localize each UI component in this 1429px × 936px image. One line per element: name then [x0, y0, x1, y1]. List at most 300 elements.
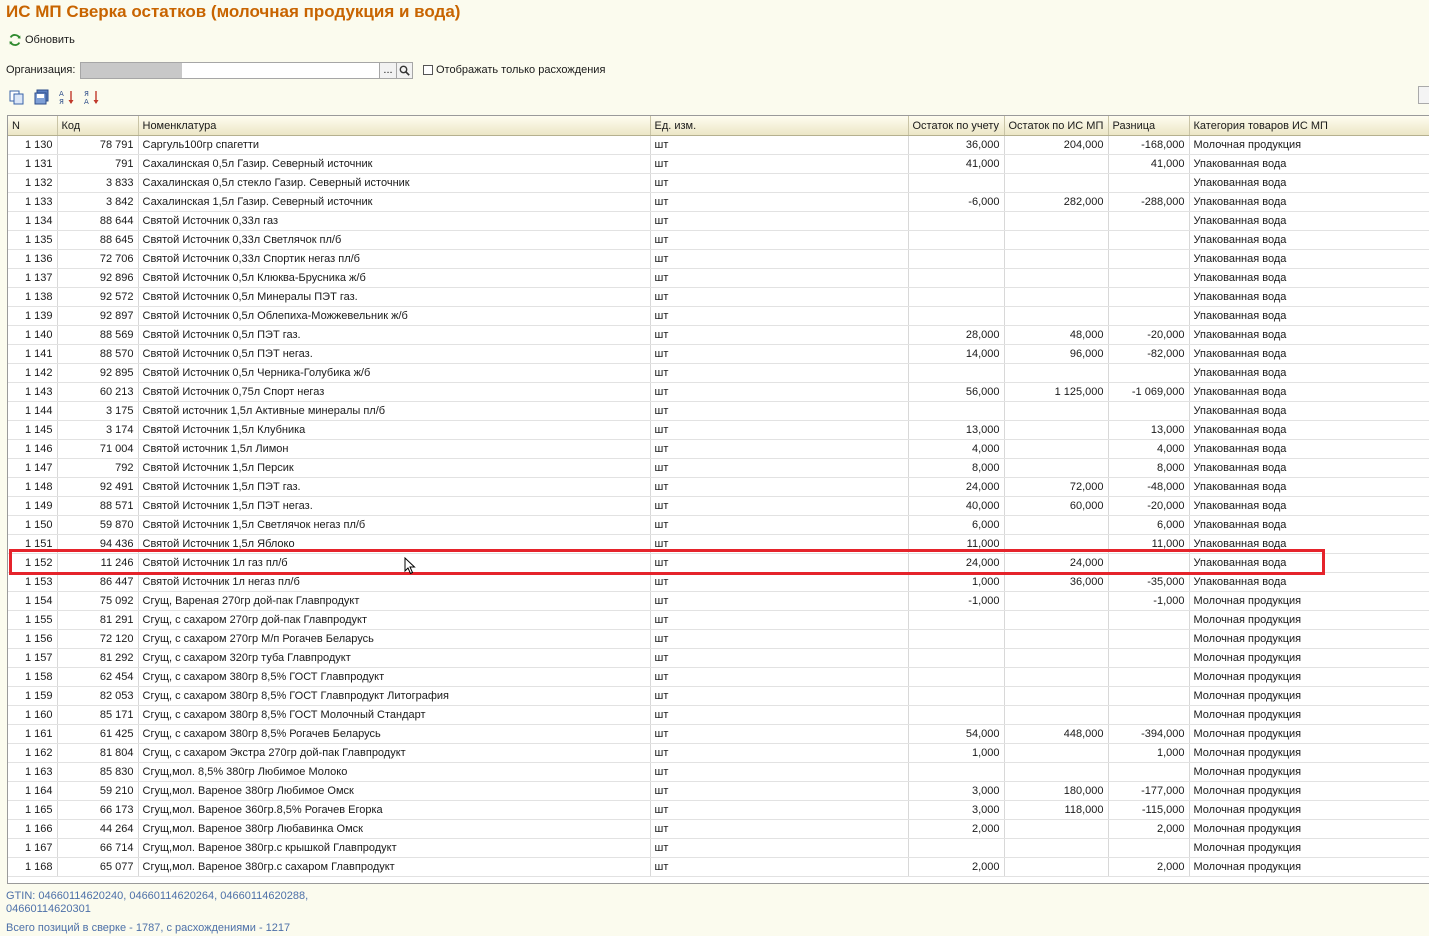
cell-ismp-balance: 72,000	[1004, 478, 1108, 497]
cell-difference: -394,000	[1108, 725, 1189, 744]
cell-code: 72 120	[57, 630, 138, 649]
cell-item: Сгущ, с сахаром Экстра 270гр дой-пак Главпродукт	[138, 744, 650, 763]
cell-category: Молочная продукция	[1189, 744, 1429, 763]
cell-code: 11 246	[57, 554, 138, 573]
table-row[interactable]	[8, 269, 1429, 288]
cell-item: Святой Источник 1л негаз пл/б	[138, 573, 650, 592]
cell-difference: 2,000	[1108, 820, 1189, 839]
cell-unit: шт	[650, 497, 908, 516]
table-row[interactable]	[8, 421, 1429, 440]
cell-n: 1 139	[8, 307, 57, 326]
cell-code: 81 804	[57, 744, 138, 763]
cell-code: 71 004	[57, 440, 138, 459]
cell-ismp-balance: 180,000	[1004, 782, 1108, 801]
cell-code: 88 645	[57, 231, 138, 250]
cell-item: Сгущ,мол. Вареное 380гр Любавинка Омск	[138, 820, 650, 839]
cell-difference	[1108, 174, 1189, 193]
cell-ismp-balance	[1004, 212, 1108, 231]
cell-unit: шт	[650, 307, 908, 326]
sort-ascending-button[interactable]	[58, 88, 75, 105]
table-row[interactable]	[8, 744, 1429, 763]
cell-unit: шт	[650, 478, 908, 497]
cell-difference: -115,000	[1108, 801, 1189, 820]
cell-item: Святой Источник 0,5л Облепиха-Можжевельник ж/б	[138, 307, 650, 326]
cell-code: 65 077	[57, 858, 138, 877]
table-row[interactable]	[8, 782, 1429, 801]
cell-n: 1 137	[8, 269, 57, 288]
cell-category: Молочная продукция	[1189, 630, 1429, 649]
column-header-category[interactable]: Категория товаров ИС МП	[1189, 116, 1429, 136]
cell-item: Сгущ,мол. Вареное 360гр.8,5% Рогачев Егорка	[138, 801, 650, 820]
cell-unit: шт	[650, 193, 908, 212]
cell-unit: шт	[650, 744, 908, 763]
cell-difference: 13,000	[1108, 421, 1189, 440]
cell-n: 1 159	[8, 687, 57, 706]
only-diff-label: Отображать только расхождения	[436, 64, 606, 76]
cell-accounting-balance	[908, 839, 1004, 858]
table-header-row	[8, 116, 1429, 136]
cell-unit: шт	[650, 763, 908, 782]
save-icon	[34, 89, 50, 105]
table-row[interactable]	[8, 858, 1429, 877]
cell-n: 1 141	[8, 345, 57, 364]
cell-ismp-balance: 1 125,000	[1004, 383, 1108, 402]
organization-choose-button[interactable]: ...	[380, 62, 397, 79]
cell-category: Молочная продукция	[1189, 687, 1429, 706]
cell-accounting-balance: 24,000	[908, 554, 1004, 573]
cell-item: Святой Источник 1,5л Персик	[138, 459, 650, 478]
table-row[interactable]	[8, 649, 1429, 668]
cell-unit: шт	[650, 402, 908, 421]
cell-item: Сахалинская 0,5л Газир. Северный источник	[138, 155, 650, 174]
cell-code: 85 171	[57, 706, 138, 725]
cell-unit: шт	[650, 801, 908, 820]
cell-ismp-balance: 24,000	[1004, 554, 1108, 573]
cell-item: Святой Источник 1,5л Светлячок негаз пл/б	[138, 516, 650, 535]
cell-unit: шт	[650, 459, 908, 478]
cell-difference: 6,000	[1108, 516, 1189, 535]
cell-difference: -20,000	[1108, 497, 1189, 516]
cell-ismp-balance	[1004, 288, 1108, 307]
cell-accounting-balance: 11,000	[908, 535, 1004, 554]
cell-code: 92 572	[57, 288, 138, 307]
cell-code: 92 896	[57, 269, 138, 288]
organization-search-button[interactable]	[397, 62, 413, 79]
cell-item: Святой Источник 0,33л газ	[138, 212, 650, 231]
cell-accounting-balance: -1,000	[908, 592, 1004, 611]
cell-accounting-balance: 24,000	[908, 478, 1004, 497]
cell-item: Сгущ,мол. Вареное 380гр.с сахаром Главпродукт	[138, 858, 650, 877]
cell-unit: шт	[650, 269, 908, 288]
cell-n: 1 147	[8, 459, 57, 478]
cell-item: Сахалинская 0,5л стекло Газир. Северный источник	[138, 174, 650, 193]
cell-ismp-balance	[1004, 706, 1108, 725]
cell-item: Сгущ, с сахаром 380гр 8,5% ГОСТ Главпродукт Литография	[138, 687, 650, 706]
cell-unit: шт	[650, 421, 908, 440]
cell-item: Сгущ, с сахаром 270гр дой-пак Главпродукт	[138, 611, 650, 630]
cell-category: Упакованная вода	[1189, 573, 1429, 592]
cell-ismp-balance: 36,000	[1004, 573, 1108, 592]
table-row[interactable]	[8, 212, 1429, 231]
cell-n: 1 168	[8, 858, 57, 877]
cell-n: 1 155	[8, 611, 57, 630]
cell-ismp-balance	[1004, 174, 1108, 193]
cell-unit: шт	[650, 136, 908, 155]
table-row[interactable]	[8, 725, 1429, 744]
cell-category: Молочная продукция	[1189, 820, 1429, 839]
sort-ascending-icon	[59, 89, 75, 105]
cell-accounting-balance	[908, 250, 1004, 269]
cell-difference: -20,000	[1108, 326, 1189, 345]
cell-n: 1 163	[8, 763, 57, 782]
cell-accounting-balance: 6,000	[908, 516, 1004, 535]
cell-accounting-balance: 36,000	[908, 136, 1004, 155]
page-title: ИС МП Сверка остатков (молочная продукция и вода)	[6, 2, 461, 21]
cell-difference: 2,000	[1108, 858, 1189, 877]
cell-ismp-balance	[1004, 421, 1108, 440]
table-row[interactable]	[8, 763, 1429, 782]
table-row[interactable]	[8, 687, 1429, 706]
cell-category: Молочная продукция	[1189, 136, 1429, 155]
cell-difference: -1,000	[1108, 592, 1189, 611]
cell-n: 1 145	[8, 421, 57, 440]
search-icon	[399, 65, 410, 76]
cell-ismp-balance	[1004, 592, 1108, 611]
cell-code: 3 842	[57, 193, 138, 212]
cell-ismp-balance: 96,000	[1004, 345, 1108, 364]
table-row[interactable]	[8, 383, 1429, 402]
table-row[interactable]	[8, 592, 1429, 611]
column-header-unit[interactable]: Ед. изм.	[650, 116, 908, 136]
cell-difference	[1108, 307, 1189, 326]
copy-button[interactable]	[8, 88, 25, 105]
table-row[interactable]	[8, 440, 1429, 459]
cell-unit: шт	[650, 706, 908, 725]
cell-accounting-balance: 2,000	[908, 820, 1004, 839]
table-row[interactable]	[8, 516, 1429, 535]
cell-n: 1 157	[8, 649, 57, 668]
cell-item: Сгущ, Вареная 270гр дой-пак Главпродукт	[138, 592, 650, 611]
cell-accounting-balance: 40,000	[908, 497, 1004, 516]
cell-accounting-balance	[908, 288, 1004, 307]
cell-code: 44 264	[57, 820, 138, 839]
cell-code: 88 570	[57, 345, 138, 364]
cell-unit: шт	[650, 820, 908, 839]
cell-difference	[1108, 687, 1189, 706]
cell-difference	[1108, 250, 1189, 269]
cell-category: Молочная продукция	[1189, 858, 1429, 877]
table-row[interactable]	[8, 345, 1429, 364]
cell-n: 1 150	[8, 516, 57, 535]
cell-unit: шт	[650, 725, 908, 744]
cell-category: Упакованная вода	[1189, 269, 1429, 288]
cell-category: Молочная продукция	[1189, 782, 1429, 801]
cell-category: Упакованная вода	[1189, 364, 1429, 383]
cell-difference: 4,000	[1108, 440, 1189, 459]
cell-n: 1 133	[8, 193, 57, 212]
cell-difference	[1108, 763, 1189, 782]
cell-unit: шт	[650, 858, 908, 877]
column-header-accounting-balance[interactable]: Остаток по учету	[908, 116, 1004, 136]
cell-ismp-balance: 204,000	[1004, 136, 1108, 155]
cell-n: 1 138	[8, 288, 57, 307]
cell-item: Святой Источник 0,5л Минералы ПЭТ газ.	[138, 288, 650, 307]
column-header-item[interactable]: Номенклатура	[138, 116, 650, 136]
table-row[interactable]	[8, 364, 1429, 383]
refresh-label: Обновить	[25, 34, 75, 46]
column-header-ismp-balance[interactable]: Остаток по ИС МП	[1004, 116, 1108, 136]
cell-category: Упакованная вода	[1189, 288, 1429, 307]
table-row[interactable]	[8, 136, 1429, 155]
cell-n: 1 158	[8, 668, 57, 687]
table-row[interactable]	[8, 402, 1429, 421]
cell-ismp-balance	[1004, 744, 1108, 763]
table-row[interactable]	[8, 497, 1429, 516]
column-header-difference[interactable]: Разница	[1108, 116, 1189, 136]
cell-accounting-balance: 13,000	[908, 421, 1004, 440]
cell-ismp-balance	[1004, 250, 1108, 269]
cell-code: 92 895	[57, 364, 138, 383]
cell-ismp-balance	[1004, 820, 1108, 839]
cell-item: Святой Источник 1,5л ПЭТ негаз.	[138, 497, 650, 516]
cell-difference	[1108, 212, 1189, 231]
cell-difference: 11,000	[1108, 535, 1189, 554]
table-row[interactable]	[8, 288, 1429, 307]
table-row[interactable]	[8, 630, 1429, 649]
table-row[interactable]	[8, 193, 1429, 212]
cell-accounting-balance: 56,000	[908, 383, 1004, 402]
cell-unit: шт	[650, 649, 908, 668]
cell-n: 1 134	[8, 212, 57, 231]
cell-accounting-balance	[908, 649, 1004, 668]
cell-ismp-balance	[1004, 535, 1108, 554]
cell-category: Упакованная вода	[1189, 307, 1429, 326]
cell-code: 92 491	[57, 478, 138, 497]
cell-ismp-balance	[1004, 269, 1108, 288]
cell-category: Молочная продукция	[1189, 649, 1429, 668]
cell-accounting-balance: 1,000	[908, 744, 1004, 763]
cell-accounting-balance	[908, 174, 1004, 193]
sort-descending-icon	[84, 89, 100, 105]
svg-text:Я: Я	[83, 89, 89, 98]
table-row[interactable]	[8, 155, 1429, 174]
cell-difference	[1108, 630, 1189, 649]
cell-category: Молочная продукция	[1189, 801, 1429, 820]
cell-n: 1 162	[8, 744, 57, 763]
table-row[interactable]	[8, 573, 1429, 592]
cell-n: 1 149	[8, 497, 57, 516]
refresh-button[interactable]	[8, 32, 75, 48]
cell-difference: 8,000	[1108, 459, 1189, 478]
cell-unit: шт	[650, 174, 908, 193]
cell-ismp-balance	[1004, 307, 1108, 326]
collapsed-panel-button[interactable]	[1418, 86, 1429, 104]
cell-ismp-balance	[1004, 611, 1108, 630]
cell-item: Сгущ,мол. Вареное 380гр Любимое Омск	[138, 782, 650, 801]
sort-descending-button[interactable]	[83, 88, 100, 105]
table-row[interactable]	[8, 668, 1429, 687]
cell-unit: шт	[650, 592, 908, 611]
organization-input[interactable]	[80, 62, 380, 79]
cell-difference	[1108, 706, 1189, 725]
table-row[interactable]	[8, 250, 1429, 269]
svg-text:Я: Я	[58, 97, 64, 105]
organization-value-redacted	[81, 63, 182, 78]
cell-code: 81 291	[57, 611, 138, 630]
cell-category: Упакованная вода	[1189, 174, 1429, 193]
cell-n: 1 130	[8, 136, 57, 155]
cell-item: Сгущ, с сахаром 380гр 8,5% ГОСТ Главпродукт	[138, 668, 650, 687]
cell-accounting-balance	[908, 402, 1004, 421]
cell-n: 1 152	[8, 554, 57, 573]
cell-code: 75 092	[57, 592, 138, 611]
cell-item: Святой Источник 0,33л Спортик негаз пл/б	[138, 250, 650, 269]
table-row[interactable]	[8, 611, 1429, 630]
cell-difference: -177,000	[1108, 782, 1189, 801]
cell-accounting-balance: 54,000	[908, 725, 1004, 744]
cell-ismp-balance	[1004, 231, 1108, 250]
cell-category: Упакованная вода	[1189, 193, 1429, 212]
cell-difference: -168,000	[1108, 136, 1189, 155]
cell-item: Святой Источник 0,33л Светлячок пл/б	[138, 231, 650, 250]
table-row[interactable]	[8, 554, 1429, 573]
cell-code: 59 870	[57, 516, 138, 535]
cell-n: 1 135	[8, 231, 57, 250]
cell-ismp-balance: 448,000	[1004, 725, 1108, 744]
cell-n: 1 165	[8, 801, 57, 820]
table-row[interactable]	[8, 706, 1429, 725]
cell-unit: шт	[650, 573, 908, 592]
cell-category: Упакованная вода	[1189, 440, 1429, 459]
cell-category: Упакованная вода	[1189, 231, 1429, 250]
cell-item: Святой Источник 0,5л ПЭТ негаз.	[138, 345, 650, 364]
cell-item: Святой Источник 1л газ пл/б	[138, 554, 650, 573]
cell-category: Упакованная вода	[1189, 497, 1429, 516]
cell-item: Сгущ, с сахаром 320гр туба Главпродукт	[138, 649, 650, 668]
cell-code: 61 425	[57, 725, 138, 744]
cell-n: 1 131	[8, 155, 57, 174]
cell-ismp-balance	[1004, 668, 1108, 687]
cell-code: 66 714	[57, 839, 138, 858]
cell-item: Святой Источник 0,5л Клюква-Брусника ж/б	[138, 269, 650, 288]
column-header-code[interactable]: Код	[57, 116, 138, 136]
reconciliation-table	[7, 115, 1429, 884]
table-row[interactable]	[8, 307, 1429, 326]
svg-text:A: A	[58, 89, 64, 98]
cell-n: 1 153	[8, 573, 57, 592]
cell-accounting-balance: -6,000	[908, 193, 1004, 212]
cell-item: Святой Источник 0,5л Черника-Голубика ж/б	[138, 364, 650, 383]
cell-ismp-balance: 118,000	[1004, 801, 1108, 820]
table-row[interactable]	[8, 174, 1429, 193]
cell-n: 1 144	[8, 402, 57, 421]
cell-accounting-balance	[908, 668, 1004, 687]
column-header-n[interactable]: N	[8, 116, 57, 136]
cell-unit: шт	[650, 383, 908, 402]
cell-difference: 1,000	[1108, 744, 1189, 763]
cell-category: Упакованная вода	[1189, 478, 1429, 497]
cell-item: Сгущ, с сахаром 380гр 8,5% Рогачев Беларусь	[138, 725, 650, 744]
copy-icon	[9, 89, 25, 105]
table-row[interactable]	[8, 459, 1429, 478]
cell-n: 1 132	[8, 174, 57, 193]
cell-ismp-balance	[1004, 459, 1108, 478]
cell-ismp-balance	[1004, 763, 1108, 782]
cell-item: Саргуль100гр спагетти	[138, 136, 650, 155]
cell-accounting-balance: 1,000	[908, 573, 1004, 592]
cell-unit: шт	[650, 839, 908, 858]
cell-accounting-balance	[908, 269, 1004, 288]
cell-code: 791	[57, 155, 138, 174]
cell-ismp-balance	[1004, 402, 1108, 421]
cell-n: 1 166	[8, 820, 57, 839]
cell-unit: шт	[650, 668, 908, 687]
cell-code: 78 791	[57, 136, 138, 155]
cell-unit: шт	[650, 554, 908, 573]
cell-ismp-balance	[1004, 858, 1108, 877]
cell-difference	[1108, 839, 1189, 858]
cell-difference	[1108, 288, 1189, 307]
table-row[interactable]	[8, 535, 1429, 554]
cell-difference	[1108, 611, 1189, 630]
table-row[interactable]	[8, 478, 1429, 497]
table-row[interactable]	[8, 801, 1429, 820]
cell-ismp-balance: 48,000	[1004, 326, 1108, 345]
cell-unit: шт	[650, 288, 908, 307]
cell-item: Святой источник 1,5л Лимон	[138, 440, 650, 459]
cell-accounting-balance: 3,000	[908, 801, 1004, 820]
cell-ismp-balance	[1004, 440, 1108, 459]
cell-category: Упакованная вода	[1189, 326, 1429, 345]
cell-code: 66 173	[57, 801, 138, 820]
cell-n: 1 140	[8, 326, 57, 345]
only-diff-checkbox[interactable]	[423, 65, 433, 75]
cell-code: 59 210	[57, 782, 138, 801]
cell-accounting-balance	[908, 687, 1004, 706]
table-row[interactable]	[8, 820, 1429, 839]
cell-difference	[1108, 231, 1189, 250]
organization-filter	[6, 61, 605, 79]
cell-n: 1 136	[8, 250, 57, 269]
cell-unit: шт	[650, 535, 908, 554]
cell-code: 88 569	[57, 326, 138, 345]
cell-item: Сахалинская 1,5л Газир. Северный источник	[138, 193, 650, 212]
cell-code: 72 706	[57, 250, 138, 269]
cell-item: Святой Источник 1,5л ПЭТ газ.	[138, 478, 650, 497]
cell-code: 3 175	[57, 402, 138, 421]
gtin-list: GTIN: 04660114620240, 04660114620264, 04660114620288, 04660114620301	[6, 890, 309, 915]
cell-code: 94 436	[57, 535, 138, 554]
cell-accounting-balance	[908, 630, 1004, 649]
cell-code: 85 830	[57, 763, 138, 782]
cell-code: 92 897	[57, 307, 138, 326]
cell-ismp-balance	[1004, 155, 1108, 174]
table-row[interactable]	[8, 326, 1429, 345]
table-row[interactable]	[8, 839, 1429, 858]
save-button[interactable]	[33, 88, 50, 105]
cell-accounting-balance: 14,000	[908, 345, 1004, 364]
cell-accounting-balance: 2,000	[908, 858, 1004, 877]
cell-category: Молочная продукция	[1189, 668, 1429, 687]
cell-difference: -1 069,000	[1108, 383, 1189, 402]
cell-item: Святой Источник 1,5л Клубника	[138, 421, 650, 440]
cell-n: 1 142	[8, 364, 57, 383]
cell-unit: шт	[650, 630, 908, 649]
cell-code: 88 644	[57, 212, 138, 231]
cell-code: 88 571	[57, 497, 138, 516]
table-row[interactable]	[8, 231, 1429, 250]
cell-category: Упакованная вода	[1189, 516, 1429, 535]
